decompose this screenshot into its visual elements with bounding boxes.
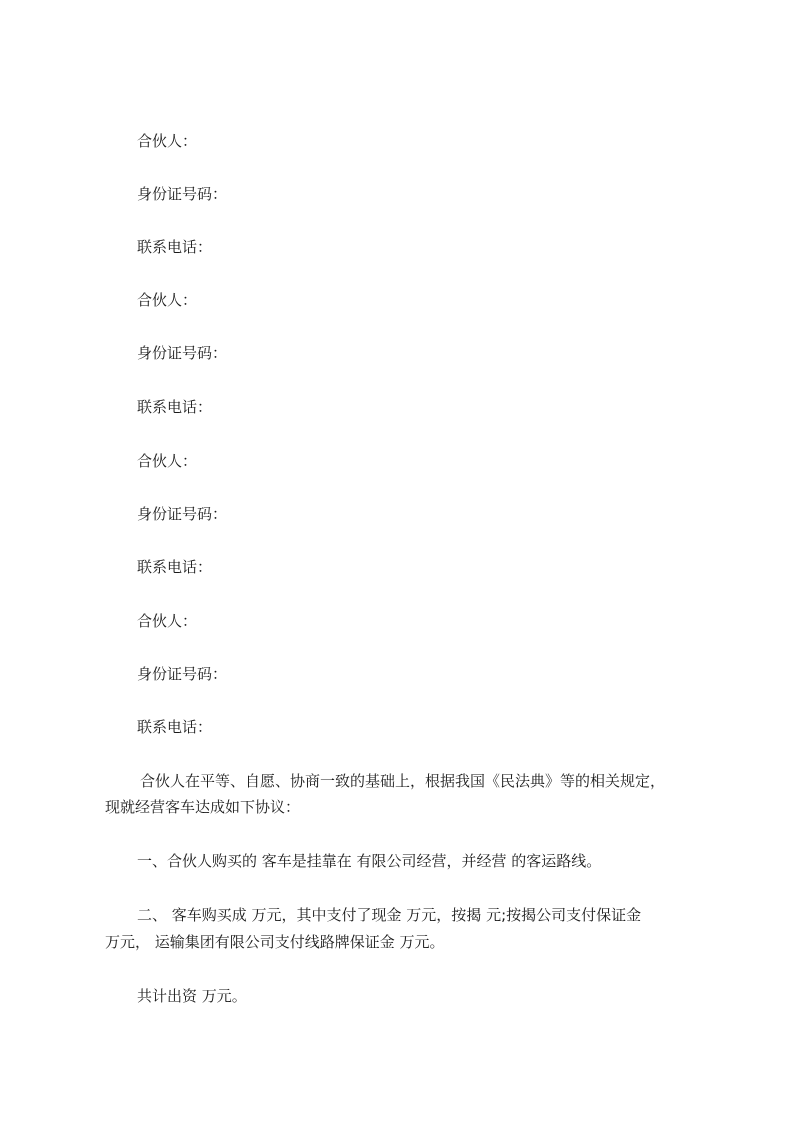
clause-2-line-2: 万元， 运输集团有限公司支付线路牌保证金 万元。 bbox=[105, 933, 445, 951]
clause-2-line-1: 二、 客车购买成 万元，其中支付了现金 万元，按揭 元;按揭公司支付保证金 bbox=[137, 906, 642, 924]
partner-2-phone-label: 联系电话： bbox=[137, 398, 213, 416]
partner-1-name-label: 合伙人： bbox=[137, 132, 198, 150]
partner-3-phone-label: 联系电话： bbox=[137, 558, 213, 576]
partner-4-name-label: 合伙人： bbox=[137, 612, 198, 630]
clause-1: 一、合伙人购买的 客车是挂靠在 有限公司经营，并经营 的客运路线。 bbox=[137, 852, 602, 870]
partner-2-name-label: 合伙人： bbox=[137, 291, 198, 309]
partner-3-name-label: 合伙人： bbox=[137, 452, 198, 470]
intro-line-2: 现就经营客车达成如下协议： bbox=[105, 798, 301, 816]
partner-1-phone-label: 联系电话： bbox=[137, 238, 213, 256]
partner-1-id-label: 身份证号码： bbox=[137, 185, 228, 203]
partner-2-id-label: 身份证号码： bbox=[137, 344, 228, 362]
partner-4-phone-label: 联系电话： bbox=[137, 718, 213, 736]
total-investment: 共计出资 万元。 bbox=[137, 987, 247, 1005]
partner-3-id-label: 身份证号码： bbox=[137, 505, 228, 523]
partner-4-id-label: 身份证号码： bbox=[137, 665, 228, 683]
intro-line-1: 合伙人在平等、自愿、协商一致的基础上，根据我国《民法典》等的相关规定， bbox=[140, 772, 666, 790]
